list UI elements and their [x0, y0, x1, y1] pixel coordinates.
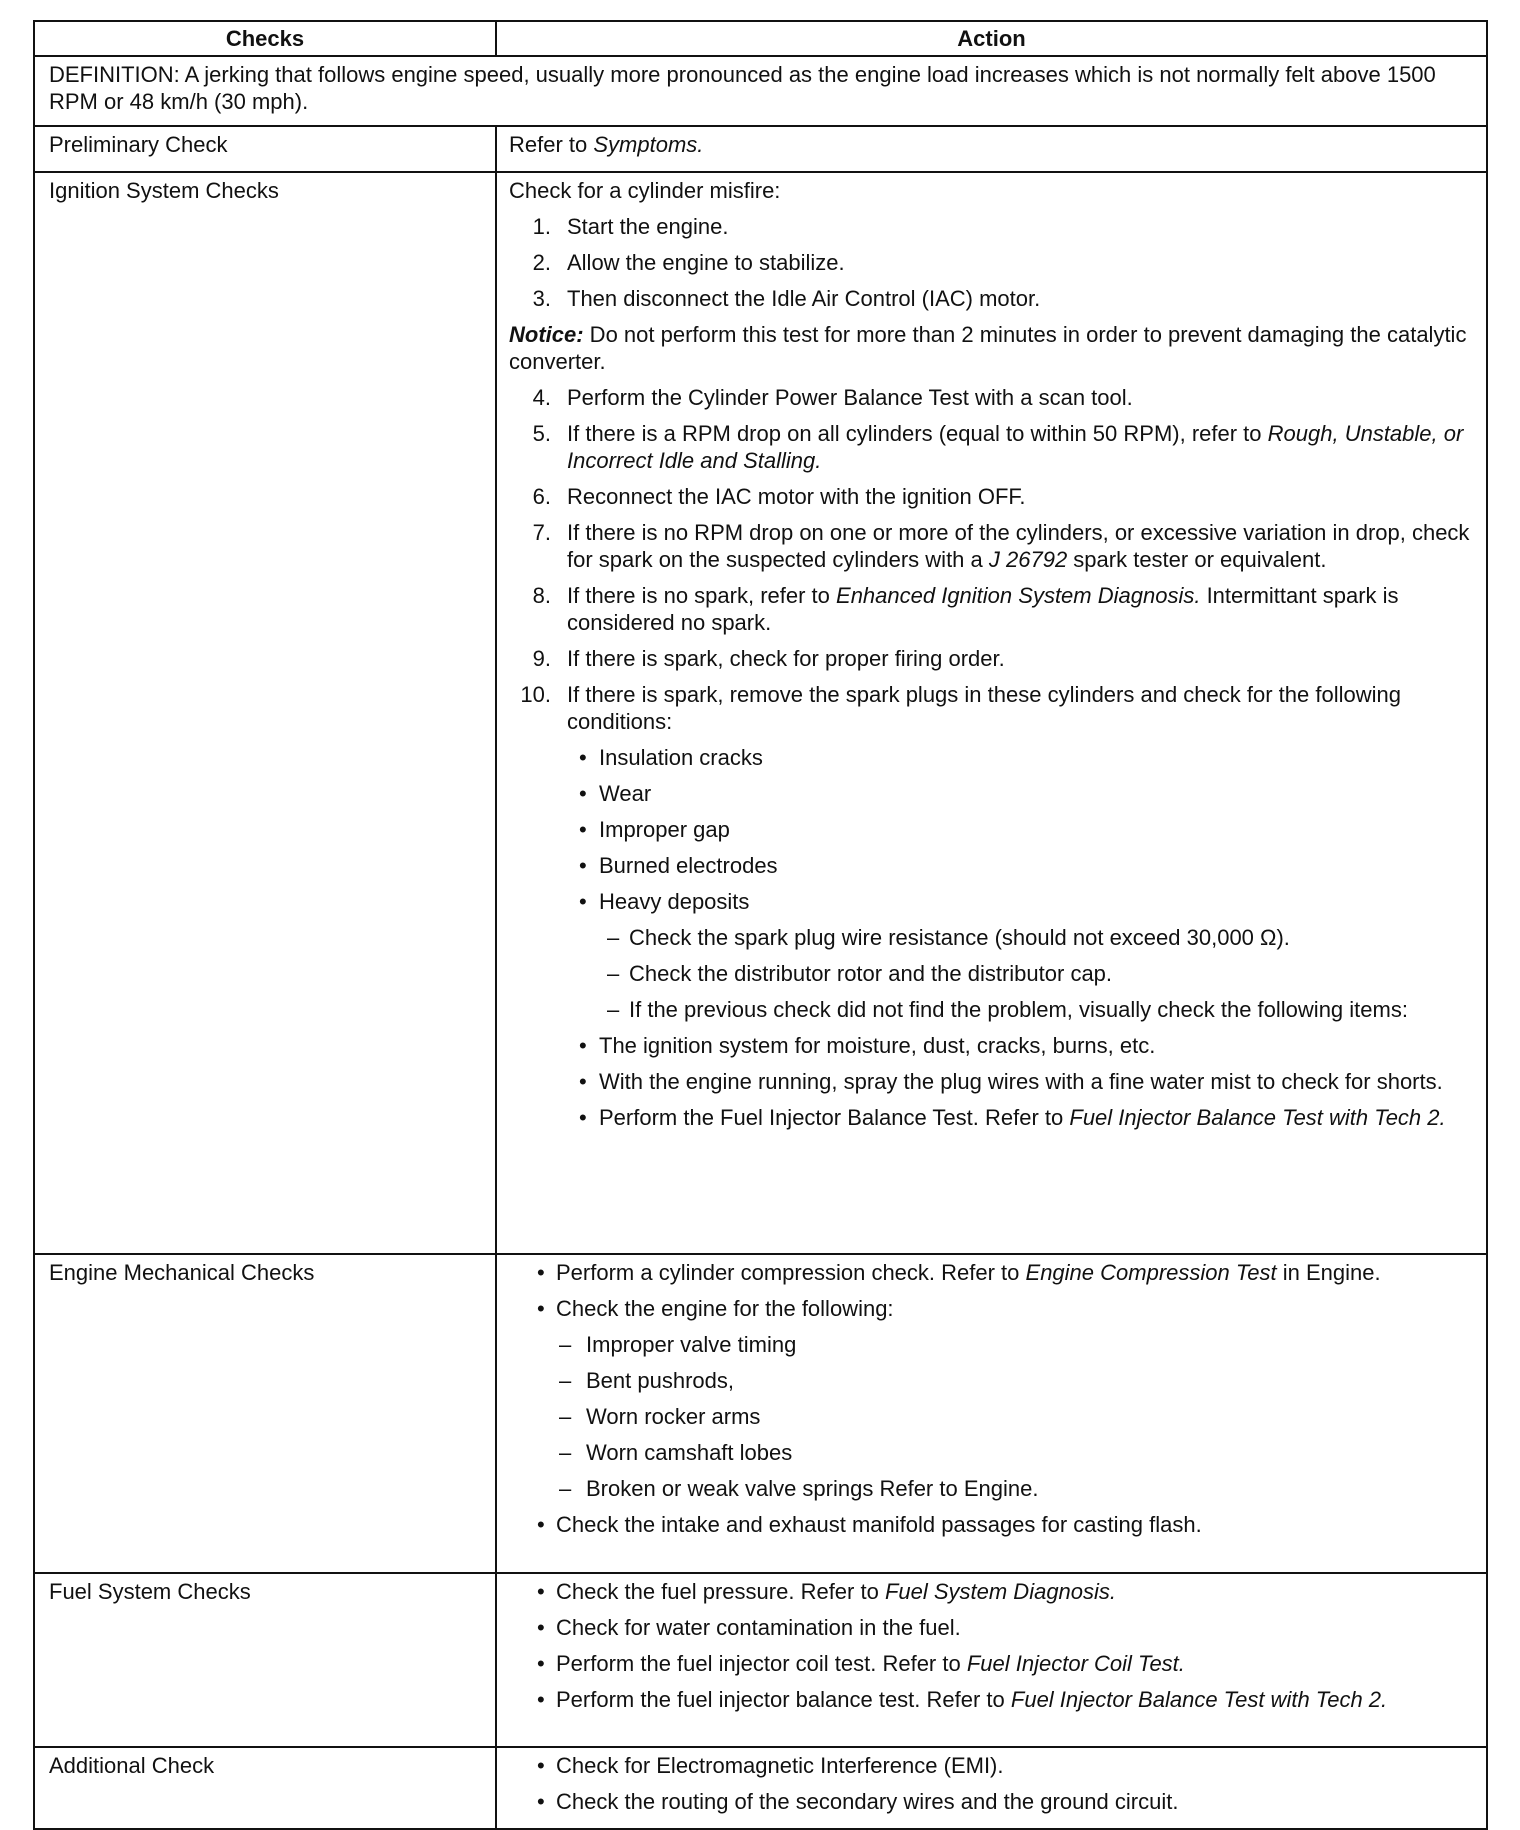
reference-link-text: J 26792 [988, 547, 1068, 572]
reference-link-text: Enhanced Ignition System Diagnosis. [836, 583, 1201, 608]
item-text: Check the fuel pressure. Refer to [556, 1579, 885, 1604]
numbered-item [509, 681, 1476, 735]
numbered-item [509, 285, 1476, 312]
bullet-icon: • [537, 1753, 545, 1778]
item-text: Wear [599, 781, 652, 806]
dash-item [509, 1367, 1476, 1394]
item-text: Perform the Cylinder Power Balance Test with a scan tool. [567, 385, 1133, 410]
reference-link-text: Rough, Unstable, or Incorrect Idle and Stalling. [567, 421, 1464, 473]
dash-icon: – [607, 961, 620, 986]
bullet-item [509, 1752, 1476, 1779]
bullet-item [509, 1295, 1476, 1322]
definition-text: DEFINITION: A jerking that follows engine speed, usually more pronounced as the engine load increases which is not normally felt above 1500 RPM or 48 km/h (30 mph). [34, 56, 1487, 126]
step-number: 8. [532, 583, 551, 608]
reference-link-text: Symptoms. [593, 132, 704, 157]
item-text: Check for water contamination in the fuel. [556, 1615, 961, 1640]
item-text: Start the engine. [567, 214, 729, 239]
check-name: Engine Mechanical Checks [34, 1254, 496, 1573]
item-text: Check the distributor rotor and the distributor cap. [629, 961, 1113, 986]
bullet-item [509, 1511, 1476, 1538]
action-cell [496, 172, 1487, 1254]
dash-icon: – [559, 1404, 572, 1429]
item-text: Burned electrodes [599, 853, 778, 878]
bullet-icon: • [579, 853, 587, 878]
item-text: Then disconnect the Idle Air Control (IAC) motor. [567, 286, 1041, 311]
bullet-icon: • [579, 889, 587, 914]
text-item [509, 177, 1476, 204]
bullet-icon: • [579, 817, 587, 842]
check-name: Preliminary Check [34, 126, 496, 172]
bullet-item [509, 1788, 1476, 1815]
numbered-item [509, 420, 1476, 474]
dash-item [509, 1439, 1476, 1466]
item-text: in Engine. [1276, 1260, 1381, 1285]
bullet-icon: • [579, 745, 587, 770]
action-cell [496, 126, 1487, 172]
bullet-icon: • [537, 1296, 545, 1321]
item-text: With the engine running, spray the plug wires with a fine water mist to check for shorts. [599, 1069, 1443, 1094]
dash-icon: – [559, 1476, 572, 1501]
bullet-icon: • [537, 1615, 545, 1640]
step-number: 2. [532, 250, 551, 275]
dash-item [509, 960, 1476, 987]
reference-link-text: Engine Compression Test [1025, 1260, 1277, 1285]
item-text: Check for a cylinder misfire: [509, 178, 781, 203]
item-text: If there is a RPM drop on all cylinders (equal to within 50 RPM), refer to [567, 421, 1268, 446]
dash-icon: – [607, 997, 620, 1022]
step-number: 4. [532, 385, 551, 410]
item-text: Allow the engine to stabilize. [567, 250, 845, 275]
item-text: Insulation cracks [599, 745, 763, 770]
item-text: Check the engine for the following: [556, 1296, 894, 1321]
step-number: 6. [532, 484, 551, 509]
bullet-item [509, 852, 1476, 879]
bullet-icon: • [537, 1789, 545, 1814]
numbered-item [509, 519, 1476, 573]
step-number: 1. [532, 214, 551, 239]
numbered-item [509, 582, 1476, 636]
bullet-item [509, 1068, 1476, 1095]
table-row [34, 1254, 1487, 1573]
item-text: Improper valve timing [586, 1332, 797, 1357]
table-row [34, 1573, 1487, 1747]
bullet-item [509, 816, 1476, 843]
numbered-item [509, 213, 1476, 240]
definition-row [34, 56, 1487, 126]
numbered-item [509, 249, 1476, 276]
item-text: Broken or weak valve springs Refer to Engine. [586, 1476, 1039, 1501]
bullet-icon: • [537, 1512, 545, 1537]
table-row [34, 172, 1487, 1254]
step-number: 10. [520, 682, 551, 707]
item-text: Perform the fuel injector balance test. Refer to [556, 1687, 1011, 1712]
item-text: Do not perform this test for more than 2 minutes in order to prevent damaging the catalytic converter. [509, 322, 1467, 374]
header-row [34, 21, 1487, 56]
bullet-icon: • [579, 1069, 587, 1094]
step-number: 5. [532, 421, 551, 446]
action-cell [496, 1747, 1487, 1829]
step-number: 9. [532, 646, 551, 671]
bullet-icon: • [537, 1579, 545, 1604]
item-text: Refer to [509, 132, 594, 157]
reference-link-text: Fuel Injector Coil Test. [966, 1651, 1185, 1676]
numbered-item [509, 384, 1476, 411]
action-header: Action [496, 21, 1487, 56]
dash-icon: – [559, 1368, 572, 1393]
dash-item [509, 1403, 1476, 1430]
step-number: 3. [532, 286, 551, 311]
item-text: Heavy deposits [599, 889, 750, 914]
bullet-icon: • [579, 1033, 587, 1058]
reference-link-text: Fuel System Diagnosis. [884, 1579, 1117, 1604]
bullet-item [509, 1650, 1476, 1677]
bullet-item [509, 888, 1476, 915]
item-text: If there is spark, check for proper firing order. [567, 646, 1005, 671]
item-text: spark tester or equivalent. [1067, 547, 1327, 572]
step-number: 7. [532, 520, 551, 545]
reference-link-text: Fuel Injector Balance Test with Tech 2. [1069, 1105, 1446, 1130]
numbered-item [509, 483, 1476, 510]
item-text: Perform a cylinder compression check. Refer to [556, 1260, 1026, 1285]
bullet-item [509, 1686, 1476, 1713]
action-cell [496, 1254, 1487, 1573]
item-text: If there is no spark, refer to [567, 583, 837, 608]
text-item [509, 321, 1476, 375]
text-item [509, 131, 1476, 158]
bullet-item [509, 1104, 1476, 1131]
dash-item [509, 996, 1476, 1023]
bullet-item [509, 780, 1476, 807]
bullet-item [509, 1259, 1476, 1286]
dash-icon: – [559, 1332, 572, 1357]
item-text: If there is no RPM drop on one or more of the cylinders, or excessive variation in drop, check for spark on the suspected cylinders with a [567, 520, 1470, 572]
dash-item [509, 1475, 1476, 1502]
bullet-item [509, 1032, 1476, 1059]
item-text: Improper gap [599, 817, 730, 842]
item-text: Check the routing of the secondary wires and the ground circuit. [556, 1789, 1179, 1814]
dash-item [509, 1331, 1476, 1358]
reference-link-text: Fuel Injector Balance Test with Tech 2. [1010, 1687, 1388, 1712]
action-cell [496, 1573, 1487, 1747]
item-text: Reconnect the IAC motor with the ignition OFF. [567, 484, 1026, 509]
checks-header: Checks [34, 21, 496, 56]
dash-icon: – [607, 925, 620, 950]
table-row [34, 126, 1487, 172]
notice-label: Notice: [509, 322, 584, 347]
item-text: Worn camshaft lobes [586, 1440, 793, 1465]
check-name: Fuel System Checks [34, 1573, 496, 1747]
bullet-icon: • [537, 1260, 545, 1285]
bullet-icon: • [537, 1687, 545, 1712]
item-text: Check for Electromagnetic Interference (EMI). [556, 1753, 1004, 1778]
item-text: If the previous check did not find the problem, visually check the following items: [629, 997, 1408, 1022]
item-text: If there is spark, remove the spark plugs in these cylinders and check for the following conditions: [567, 682, 1401, 734]
item-text: Check the intake and exhaust manifold passages for casting flash. [556, 1512, 1202, 1537]
bullet-item [509, 1614, 1476, 1641]
bullet-icon: • [537, 1651, 545, 1676]
item-text: Intermittant spark is considered no spark. [567, 583, 1399, 635]
bullet-item [509, 744, 1476, 771]
numbered-item [509, 645, 1476, 672]
dash-icon: – [559, 1440, 572, 1465]
check-name: Ignition System Checks [34, 172, 496, 1254]
item-text: Bent pushrods, [586, 1368, 734, 1393]
bullet-item [509, 1578, 1476, 1605]
table-row [34, 1747, 1487, 1829]
item-text: The ignition system for moisture, dust, cracks, burns, etc. [599, 1033, 1156, 1058]
dash-item [509, 924, 1476, 951]
item-text: Perform the Fuel Injector Balance Test. Refer to [599, 1105, 1070, 1130]
check-name: Additional Check [34, 1747, 496, 1829]
bullet-icon: • [579, 1105, 587, 1130]
diagnostic-table [33, 20, 1488, 1830]
item-text: Worn rocker arms [586, 1404, 761, 1429]
item-text: Perform the fuel injector coil test. Refer to [556, 1651, 967, 1676]
bullet-icon: • [579, 781, 587, 806]
item-text: Check the spark plug wire resistance (should not exceed 30,000 Ω). [629, 925, 1290, 950]
